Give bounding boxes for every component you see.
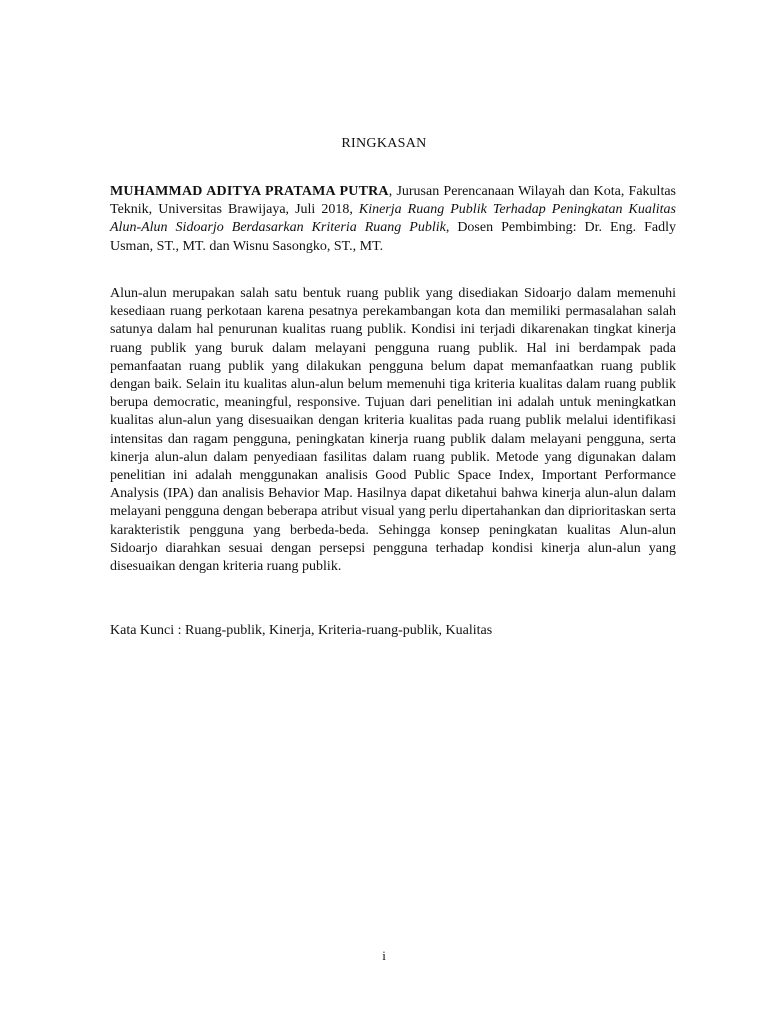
- page-number: i: [382, 948, 386, 963]
- citation-block: [110, 183, 676, 256]
- abstract-paragraph: Alun-alun merupakan salah satu bentuk ruang publik yang disediakan Sidoarjo dalam memenuhi kesediaan ruang perkotaan karena pesatnya perekambangan kota dan memiliki permasalahan salah satunya dalam hal penurunan kualitas ruang publik. Kondisi ini terjadi dikarenakan tingkat kinerja ruang publik yang buruk dalam melayani pengguna ruang publik. Hal ini berdampak pada pemanfaatan ruang publik yang dilakukan pengguna belum dapat memanfaatkan ruang publik dengan baik. Selain itu kualitas alun-alun belum memenuhi tiga kriteria kualitas dalam ruang publik berupa democratic, meaningful, responsive. Tujuan dari penelitian ini adalah untuk meningkatkan kualitas alun-alun yang disesuaikan dengan kriteria kualitas pada ruang publik melalui identifikasi intensitas dan ragam pengguna, peningkatan kinerja ruang publik dalam melayani pengguna, serta kinerja alun-alun dalam penyediaan fasilitas dalam ruang publik. Metode yang digunakan dalam penelitian ini adalah menggunakan analisis Good Public Space Index, Important Performance Analysis (IPA) dan analisis Behavior Map. Hasilnya dapat diketahui bahwa kinerja alun-alun dalam melayani pengguna dengan beberapa atribut visual yang perlu dipertahankan dan diprioritaskan serta karakteristik pengguna yang berbeda-beda. Sehingga konsep peningkatan kualitas Alun-alun Sidoarjo diarahkan sesuai dengan persepsi pengguna terhadap kondisi kinerja alun-alun yang disesuaikan dengan kriteria ruang publik.: [110, 286, 676, 575]
- page-title: RINGKASAN: [341, 136, 427, 151]
- keywords-line: Kata Kunci : Ruang-publik, Kinerja, Kriteria-ruang-publik, Kualitas: [110, 623, 493, 638]
- author-name: MUHAMMAD ADITYA PRATAMA PUTRA: [110, 184, 389, 199]
- affiliation-text: , Jurusan Perencanaan Wilayah dan Kota, Fakultas Teknik, Universitas Brawijaya, Juli 2018,: [110, 184, 676, 218]
- supervisors-text: , Dosen Pembimbing: Dr. Eng. Fadly Usman, ST., MT. dan Wisnu Sasongko, ST., MT.: [110, 220, 676, 254]
- thesis-title: Kinerja Ruang Publik Terhadap Peningkatan Kualitas Alun-Alun Sidoarjo Berdasarkan Kriteria Ruang Publik: [110, 202, 677, 236]
